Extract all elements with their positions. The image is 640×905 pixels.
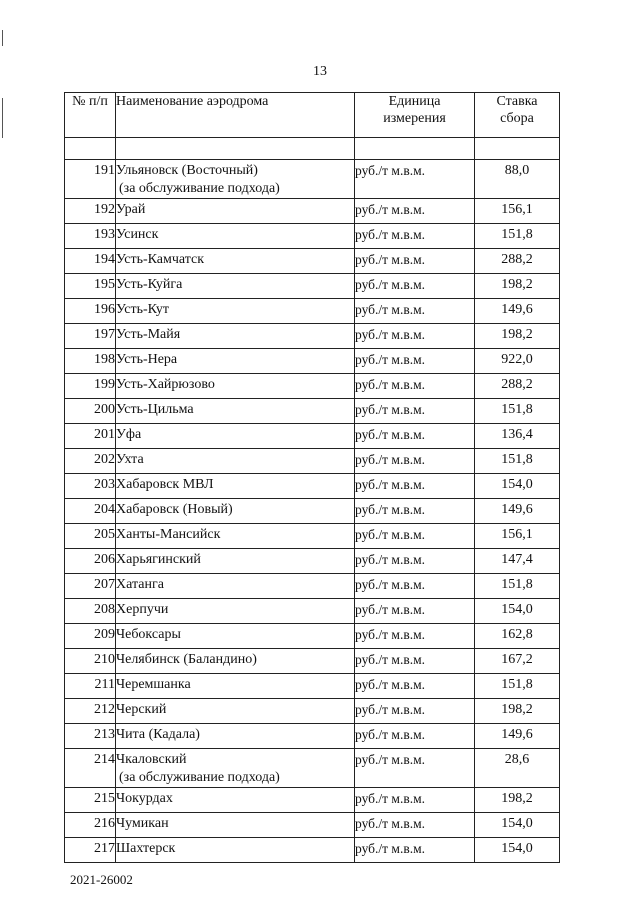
unit-cell: руб./т м.в.м. bbox=[355, 160, 475, 199]
aerodrome-name-cell bbox=[116, 199, 355, 224]
spacer-cell bbox=[65, 138, 116, 160]
aerodrome-name: Чокурдах bbox=[116, 791, 173, 806]
aerodrome-name-cell bbox=[116, 374, 355, 399]
aerodrome-name-cell bbox=[116, 574, 355, 599]
aerodrome-name: Чебоксары bbox=[116, 627, 181, 642]
aerodrome-name-cell bbox=[116, 499, 355, 524]
table-row bbox=[65, 524, 560, 549]
table-row bbox=[65, 299, 560, 324]
rate-cell: 149,6 bbox=[475, 499, 560, 524]
table-row bbox=[65, 249, 560, 274]
rate-cell: 154,0 bbox=[475, 813, 560, 838]
table-row bbox=[65, 449, 560, 474]
aerodrome-name: Хабаровск (Новый) bbox=[116, 502, 233, 517]
aerodrome-name: Урай bbox=[116, 202, 146, 217]
row-number: 195 bbox=[65, 274, 116, 299]
aerodrome-name: Чита (Кадала) bbox=[116, 727, 200, 742]
row-number: 216 bbox=[65, 813, 116, 838]
aerodrome-name: Ханты-Мансийск bbox=[116, 527, 221, 542]
aerodrome-name: Черемшанка bbox=[116, 677, 191, 692]
row-number: 192 bbox=[65, 199, 116, 224]
unit-cell: руб./т м.в.м. bbox=[355, 674, 475, 699]
table-row bbox=[65, 674, 560, 699]
row-number: 203 bbox=[65, 474, 116, 499]
rate-cell: 136,4 bbox=[475, 424, 560, 449]
header-num: № п/п bbox=[65, 93, 116, 138]
rate-cell: 198,2 bbox=[475, 699, 560, 724]
unit-cell: руб./т м.в.м. bbox=[355, 574, 475, 599]
row-number: 213 bbox=[65, 724, 116, 749]
row-number: 214 bbox=[65, 749, 116, 788]
aerodrome-name-cell bbox=[116, 838, 355, 863]
row-number: 206 bbox=[65, 549, 116, 574]
rate-cell: 149,6 bbox=[475, 724, 560, 749]
unit-cell: руб./т м.в.м. bbox=[355, 199, 475, 224]
unit-cell: руб./т м.в.м. bbox=[355, 499, 475, 524]
aerodrome-name: Херпучи bbox=[116, 602, 169, 617]
unit-cell: руб./т м.в.м. bbox=[355, 424, 475, 449]
aerodrome-name: Чумикан bbox=[116, 816, 169, 831]
rate-cell: 151,8 bbox=[475, 574, 560, 599]
aerodrome-name: Ульяновск (Восточный) bbox=[116, 163, 258, 178]
table-row bbox=[65, 624, 560, 649]
row-number: 194 bbox=[65, 249, 116, 274]
aerodrome-name-cell bbox=[116, 649, 355, 674]
unit-cell: руб./т м.в.м. bbox=[355, 599, 475, 624]
row-number: 197 bbox=[65, 324, 116, 349]
aerodrome-name: Усть-Кут bbox=[116, 302, 170, 317]
unit-cell: руб./т м.в.м. bbox=[355, 788, 475, 813]
spacer-cell bbox=[475, 138, 560, 160]
table-row bbox=[65, 324, 560, 349]
unit-cell: руб./т м.в.м. bbox=[355, 399, 475, 424]
aerodrome-name-cell bbox=[116, 624, 355, 649]
unit-cell: руб./т м.в.м. bbox=[355, 474, 475, 499]
rate-cell: 198,2 bbox=[475, 274, 560, 299]
aerodrome-name-cell bbox=[116, 724, 355, 749]
table-row bbox=[65, 788, 560, 813]
aerodrome-name-cell bbox=[116, 788, 355, 813]
table-header-row bbox=[65, 93, 560, 138]
table-row bbox=[65, 424, 560, 449]
table-row bbox=[65, 749, 560, 788]
row-number: 212 bbox=[65, 699, 116, 724]
aerodrome-name-cell bbox=[116, 749, 355, 788]
aerodrome-name-cell bbox=[116, 699, 355, 724]
row-number: 210 bbox=[65, 649, 116, 674]
table-row bbox=[65, 574, 560, 599]
aerodrome-name-cell bbox=[116, 299, 355, 324]
row-number: 198 bbox=[65, 349, 116, 374]
table-row bbox=[65, 160, 560, 199]
aerodrome-name: Челябинск (Баландино) bbox=[116, 652, 257, 667]
header-rate: Ставка сбора bbox=[475, 93, 560, 138]
table-row bbox=[65, 549, 560, 574]
row-number: 193 bbox=[65, 224, 116, 249]
aerodrome-name-cell bbox=[116, 449, 355, 474]
aerodrome-name: Усинск bbox=[116, 227, 159, 242]
row-number: 196 bbox=[65, 299, 116, 324]
rate-cell: 167,2 bbox=[475, 649, 560, 674]
aerodrome-name-cell bbox=[116, 524, 355, 549]
aerodrome-note: (за обслуживание подхода) bbox=[119, 770, 280, 785]
unit-cell: руб./т м.в.м. bbox=[355, 299, 475, 324]
table-row bbox=[65, 349, 560, 374]
row-number: 204 bbox=[65, 499, 116, 524]
unit-cell: руб./т м.в.м. bbox=[355, 374, 475, 399]
rate-cell: 288,2 bbox=[475, 249, 560, 274]
aerodrome-name-cell bbox=[116, 160, 355, 199]
rate-cell: 151,8 bbox=[475, 449, 560, 474]
page-number: 13 bbox=[313, 64, 327, 79]
spacer-cell bbox=[116, 138, 355, 160]
aerodrome-name: Хабаровск МВЛ bbox=[116, 477, 214, 492]
aerodrome-name: Усть-Цильма bbox=[116, 402, 194, 417]
unit-cell: руб./т м.в.м. bbox=[355, 249, 475, 274]
aerodrome-name-cell bbox=[116, 549, 355, 574]
aerodrome-name: Усть-Куйга bbox=[116, 277, 183, 292]
unit-cell: руб./т м.в.м. bbox=[355, 349, 475, 374]
table-row bbox=[65, 474, 560, 499]
table-body bbox=[65, 138, 560, 863]
rate-cell: 198,2 bbox=[475, 324, 560, 349]
table-row bbox=[65, 224, 560, 249]
table-row bbox=[65, 499, 560, 524]
rate-cell: 151,8 bbox=[475, 399, 560, 424]
unit-cell: руб./т м.в.м. bbox=[355, 549, 475, 574]
aerodrome-name: Уфа bbox=[116, 427, 142, 442]
table-row bbox=[65, 813, 560, 838]
rate-cell: 88,0 bbox=[475, 160, 560, 199]
aerodrome-name-cell bbox=[116, 224, 355, 249]
aerodrome-name: Харьягинский bbox=[116, 552, 201, 567]
unit-cell: руб./т м.в.м. bbox=[355, 224, 475, 249]
rate-cell: 156,1 bbox=[475, 199, 560, 224]
aerodrome-name-cell bbox=[116, 324, 355, 349]
rate-cell: 149,6 bbox=[475, 299, 560, 324]
row-number: 200 bbox=[65, 399, 116, 424]
row-number: 215 bbox=[65, 788, 116, 813]
table-row bbox=[65, 199, 560, 224]
aerodrome-name: Усть-Нера bbox=[116, 352, 178, 367]
aerodrome-name: Чкаловский bbox=[116, 752, 187, 767]
aerodrome-name-cell bbox=[116, 474, 355, 499]
row-number: 205 bbox=[65, 524, 116, 549]
aerodrome-name: Усть-Майя bbox=[116, 327, 181, 342]
table-row bbox=[65, 374, 560, 399]
row-number: 207 bbox=[65, 574, 116, 599]
unit-cell: руб./т м.в.м. bbox=[355, 274, 475, 299]
unit-cell: руб./т м.в.м. bbox=[355, 838, 475, 863]
rate-cell: 151,8 bbox=[475, 224, 560, 249]
aerodrome-name-cell bbox=[116, 249, 355, 274]
aerodrome-name: Усть-Камчатск bbox=[116, 252, 205, 267]
aerodrome-name-cell bbox=[116, 274, 355, 299]
aerodrome-name-cell bbox=[116, 349, 355, 374]
scan-edge-mark-top bbox=[2, 30, 3, 46]
aerodrome-name: Ухта bbox=[116, 452, 144, 467]
row-number: 202 bbox=[65, 449, 116, 474]
rate-cell: 156,1 bbox=[475, 524, 560, 549]
row-number: 208 bbox=[65, 599, 116, 624]
header-name: Наименование аэродрома bbox=[116, 93, 355, 138]
row-number: 191 bbox=[65, 160, 116, 199]
scan-edge-mark-middle bbox=[2, 98, 3, 138]
table-row bbox=[65, 724, 560, 749]
unit-cell: руб./т м.в.м. bbox=[355, 649, 475, 674]
aerodrome-name: Хатанга bbox=[116, 577, 164, 592]
aerodrome-name: Усть-Хайрюзово bbox=[116, 377, 215, 392]
row-number: 201 bbox=[65, 424, 116, 449]
unit-cell: руб./т м.в.м. bbox=[355, 699, 475, 724]
unit-cell: руб./т м.в.м. bbox=[355, 624, 475, 649]
row-number: 199 bbox=[65, 374, 116, 399]
rate-cell: 154,0 bbox=[475, 838, 560, 863]
aerodrome-rates-table bbox=[64, 92, 560, 863]
unit-cell: руб./т м.в.м. bbox=[355, 813, 475, 838]
rate-cell: 154,0 bbox=[475, 474, 560, 499]
row-number: 217 bbox=[65, 838, 116, 863]
table-row bbox=[65, 838, 560, 863]
row-number: 209 bbox=[65, 624, 116, 649]
table-row bbox=[65, 399, 560, 424]
rate-cell: 162,8 bbox=[475, 624, 560, 649]
table-row bbox=[65, 649, 560, 674]
header-unit: Единица измерения bbox=[355, 93, 475, 138]
table-spacer-row bbox=[65, 138, 560, 160]
aerodrome-name-cell bbox=[116, 599, 355, 624]
unit-cell: руб./т м.в.м. bbox=[355, 724, 475, 749]
rate-cell: 288,2 bbox=[475, 374, 560, 399]
aerodrome-name: Черский bbox=[116, 702, 167, 717]
aerodrome-name-cell bbox=[116, 399, 355, 424]
rate-cell: 198,2 bbox=[475, 788, 560, 813]
unit-cell: руб./т м.в.м. bbox=[355, 449, 475, 474]
spacer-cell bbox=[355, 138, 475, 160]
rate-cell: 922,0 bbox=[475, 349, 560, 374]
unit-cell: руб./т м.в.м. bbox=[355, 324, 475, 349]
unit-cell: руб./т м.в.м. bbox=[355, 524, 475, 549]
rate-cell: 28,6 bbox=[475, 749, 560, 788]
aerodrome-name-cell bbox=[116, 424, 355, 449]
row-number: 211 bbox=[65, 674, 116, 699]
aerodrome-name: Шахтерск bbox=[116, 841, 176, 856]
table-row bbox=[65, 599, 560, 624]
table-row bbox=[65, 274, 560, 299]
rate-cell: 151,8 bbox=[475, 674, 560, 699]
rate-cell: 147,4 bbox=[475, 549, 560, 574]
aerodrome-name-cell bbox=[116, 674, 355, 699]
aerodrome-note: (за обслуживание подхода) bbox=[119, 181, 280, 196]
unit-cell: руб./т м.в.м. bbox=[355, 749, 475, 788]
aerodrome-name-cell bbox=[116, 813, 355, 838]
rate-cell: 154,0 bbox=[475, 599, 560, 624]
document-code: 2021-26002 bbox=[70, 872, 133, 887]
table-row bbox=[65, 699, 560, 724]
